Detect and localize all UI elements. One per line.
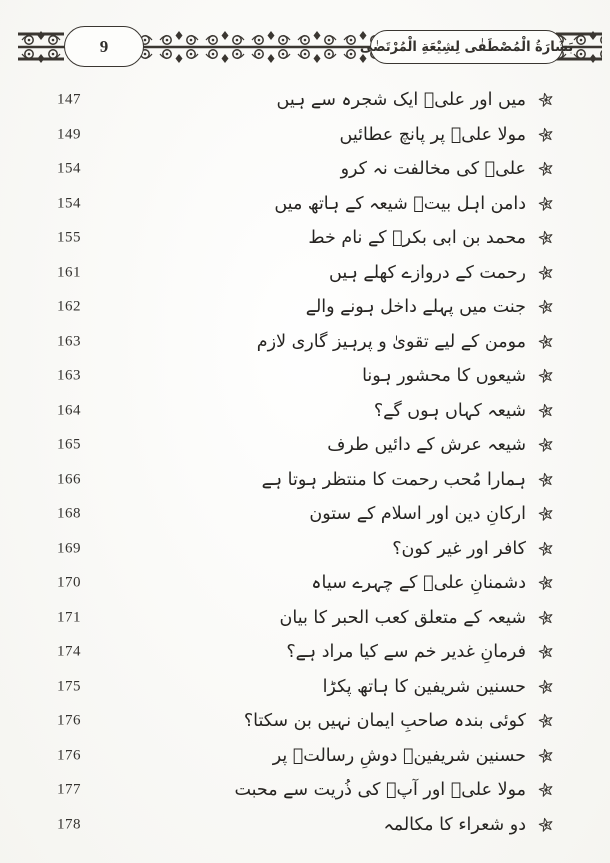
toc-page-number: 171 — [57, 609, 81, 626]
toc-entry — [0, 532, 610, 567]
toc-entry-title: مولا علیؑ اور آپؐ کی ذُریت سے محبت — [234, 780, 526, 801]
toc-page-number: 154 — [57, 195, 81, 212]
toc-entry-title: دامن اہل بیتؑ شیعہ کے ہاتھ میں — [274, 193, 526, 214]
toc-page-number: 176 — [57, 712, 81, 729]
star-icon — [538, 713, 554, 729]
toc-entry — [0, 187, 610, 222]
toc-entry-title: کافر اور غیر کون؟ — [392, 538, 526, 559]
star-icon — [538, 299, 554, 315]
toc-entry — [0, 152, 610, 187]
star-icon — [538, 368, 554, 384]
toc-entry-title: شیعہ کے متعلق کعب الحبر کا بیان — [279, 607, 526, 628]
star-icon — [538, 92, 554, 108]
toc-entry-title: فرمانِ غدیر خم سے کیا مراد ہے؟ — [286, 642, 526, 663]
toc-entry — [0, 221, 610, 256]
toc-entry — [0, 497, 610, 532]
toc-entry — [0, 739, 610, 774]
star-icon — [538, 161, 554, 177]
toc-entry — [0, 428, 610, 463]
star-icon — [538, 127, 554, 143]
star-icon — [538, 334, 554, 350]
toc-page-number: 162 — [57, 298, 81, 315]
toc-entry — [0, 704, 610, 739]
toc-entry — [0, 256, 610, 291]
toc-entry — [0, 773, 610, 808]
book-title-cartouche — [359, 30, 574, 64]
toc-entry-title: دو شعراء کا مکالمہ — [383, 814, 526, 835]
star-icon — [538, 196, 554, 212]
star-icon — [538, 472, 554, 488]
star-icon — [538, 541, 554, 557]
toc-entry — [0, 394, 610, 429]
toc-entry — [0, 670, 610, 705]
toc-page-number: 170 — [57, 574, 81, 591]
star-icon — [538, 230, 554, 246]
toc-page-number: 147 — [57, 91, 81, 108]
toc-page-number: 155 — [57, 229, 81, 246]
toc-page-number: 163 — [57, 367, 81, 384]
toc-page-number: 176 — [57, 747, 81, 764]
toc-entry-title: کوئی بندہ صاحبِ ایمان نہیں بن سکتا؟ — [243, 711, 526, 732]
book-title: بَشَارَةُ الْمُصْطَفٰى لِشِيْعَةِ الْمُرْتَضٰى — [359, 39, 574, 55]
toc-entry — [0, 359, 610, 394]
star-icon — [538, 575, 554, 591]
toc-entry-title: محمد بن ابی بکرؓ کے نام خط — [308, 228, 526, 249]
toc-page-number: 161 — [57, 264, 81, 281]
star-icon — [538, 748, 554, 764]
page-header — [0, 0, 610, 80]
toc-entry — [0, 463, 610, 498]
toc-page-number: 175 — [57, 678, 81, 695]
star-icon — [538, 644, 554, 660]
star-icon — [538, 265, 554, 281]
toc-page-number: 169 — [57, 540, 81, 557]
toc-entry-title: ہمارا مُحب رحمت کا منتظر ہوتا ہے — [261, 469, 526, 490]
toc-page-number: 177 — [57, 781, 81, 798]
star-icon — [538, 506, 554, 522]
toc-entry — [0, 601, 610, 636]
toc-entry — [0, 83, 610, 118]
toc-page-number: 154 — [57, 160, 81, 177]
toc-page-number: 166 — [57, 471, 81, 488]
toc-entry-title: میں اور علیؑ ایک شجرہ سے ہیں — [276, 90, 526, 111]
toc-entry-title: مومن کے لیے تقویٰ و پرہیز گاری لازم — [256, 331, 526, 352]
toc-entry — [0, 290, 610, 325]
page-number: 9 — [99, 36, 109, 56]
star-icon — [538, 782, 554, 798]
toc-list — [0, 83, 610, 842]
toc-entry-title: ارکانِ دین اور اسلام کے ستون — [309, 504, 526, 525]
toc-entry — [0, 635, 610, 670]
star-icon — [538, 403, 554, 419]
star-icon — [538, 437, 554, 453]
star-icon — [538, 610, 554, 626]
toc-entry-title: حسنین شریفین کا ہاتھ پکڑا — [322, 676, 526, 697]
toc-entry-title: شیعہ کہاں ہوں گے؟ — [373, 400, 526, 421]
toc-entry — [0, 118, 610, 153]
toc-entry-title: علیؑ کی مخالفت نہ کرو — [340, 159, 526, 180]
toc-page-number: 168 — [57, 505, 81, 522]
star-icon — [538, 679, 554, 695]
toc-page-number: 165 — [57, 436, 81, 453]
toc-entry — [0, 808, 610, 843]
toc-page-number: 174 — [57, 643, 81, 660]
toc-entry-title: مولا علیؑ پر پانچ عطائیں — [339, 124, 526, 145]
toc-entry-title: رحمت کے دروازے کھلے ہیں — [329, 262, 526, 283]
toc-entry-title: حسنین شریفینؑ دوشِ رسالتؐ پر — [272, 745, 526, 766]
toc-entry-title: شیعوں کا محشور ہونا — [362, 366, 526, 387]
toc-entry — [0, 566, 610, 601]
toc-page-number: 149 — [57, 126, 81, 143]
toc-entry — [0, 325, 610, 360]
toc-entry-title: شیعہ عرش کے دائیں طرف — [327, 435, 526, 456]
toc-page-number: 178 — [57, 816, 81, 833]
toc-page-number: 163 — [57, 333, 81, 350]
toc-entry-title: دشمنانِ علیؑ کے چہرے سیاہ — [311, 573, 526, 594]
star-icon — [538, 817, 554, 833]
toc-page-number: 164 — [57, 402, 81, 419]
page-number-badge — [64, 26, 144, 67]
toc-entry-title: جنت میں پہلے داخل ہونے والے — [305, 297, 526, 318]
